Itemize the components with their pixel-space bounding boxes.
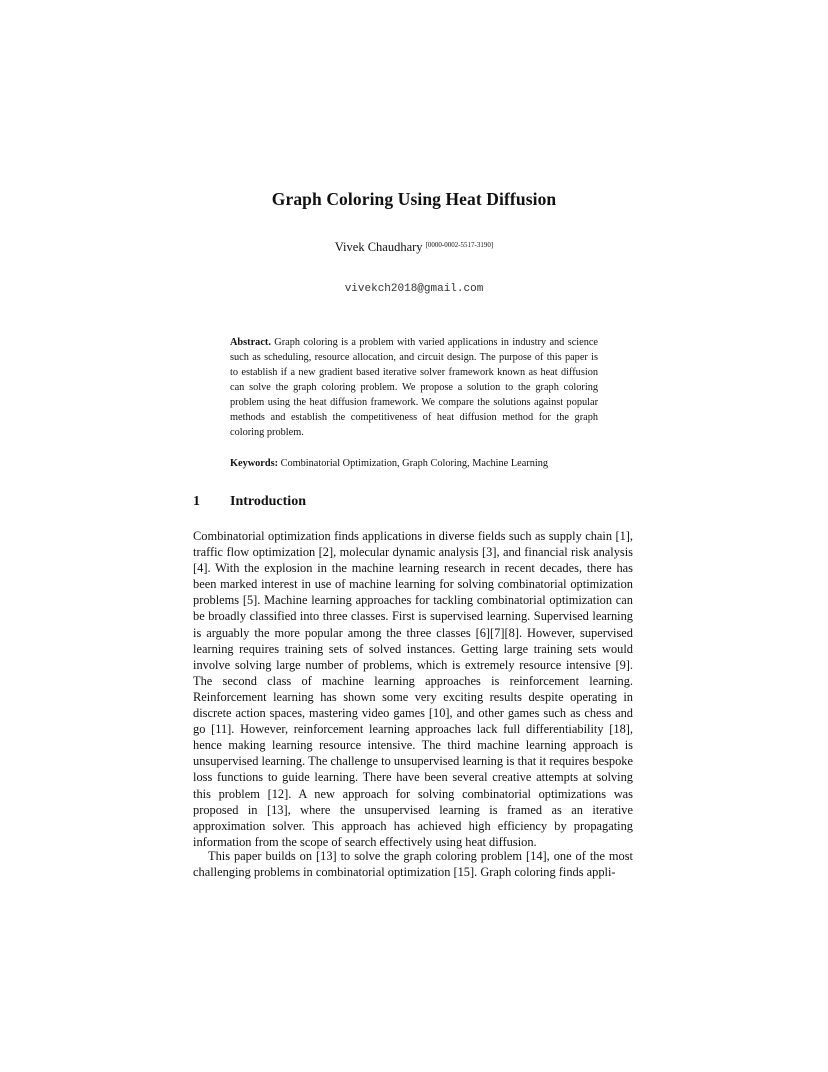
abstract-label: Abstract. <box>230 337 271 348</box>
section-heading <box>193 494 306 510</box>
paper-title: Graph Coloring Using Heat Diffusion <box>271 189 557 209</box>
abstract-text: Graph coloring is a problem with varied applications in industry and science such as scheduling, resource allocation, and circuit design. The purpose of this paper is to establish if a new gradient based iterative solver framework known as heat diffusion can solve the graph coloring problem. We propose a solution to the graph coloring problem using the heat diffusion framework. We compare the solutions against popular methods and establish the competitiveness of heat diffusion method for the graph coloring problem. <box>230 337 598 438</box>
author-email: vivekch2018@gmail.com <box>344 283 484 295</box>
author-name: Vivek Chaudhary <box>334 240 423 254</box>
keywords-text: Combinatorial Optimization, Graph Coloring, Machine Learning <box>280 458 548 469</box>
keywords-label: Keywords: <box>230 458 279 469</box>
keywords <box>230 456 598 471</box>
author-line <box>0 240 828 255</box>
author-orcid: [0000-0002-5517-3190] <box>425 241 494 249</box>
body-paragraph: This paper builds on [13] to solve the graph coloring problem [14], one of the most challenging problems in combinatorial optimization [15]. Graph coloring finds appli- <box>193 849 633 880</box>
section-number: 1 <box>193 494 200 509</box>
section-title: Introduction <box>230 494 306 509</box>
abstract <box>230 335 598 440</box>
body-paragraph: Combinatorial optimization finds applications in diverse fields such as supply chain [1], traffic flow optimization [2], molecular dynamic analysis [3], and financial risk analysis [4]. With the explosion in the machine learning research in recent decades, there has been marked interest in use of machine learning for solving combinatorial optimization problems [5]. Machine learning approaches for tackling combinatorial optimization can be broadly classified into three classes. First is supervised learning. Supervised learning is arguably the more popular among the three classes [6][7][8]. However, supervised learning requires training sets of solved instances. Getting large training sets would involve solving large number of problems, which is extremely resource intensive [9]. The second class of machine learning approaches is reinforcement learning. Reinforcement learning has shown some very exciting results despite operating in discrete action spaces, mastering video games [10], and other games such as chess and go [11]. However, reinforcement learning approaches lack full differentiability [18], hence making learning resource intensive. The third machine learning approach is unsupervised learning. The challenge to unsupervised learning is that it requires bespoke loss functions to guide learning. There have been several creative attempts at solving this problem [12]. A new approach for solving combinatorial optimizations was proposed in [13], where the unsupervised learning is framed as an iterative approximation solver. This approach has achieved high efficiency by propagating information from the scope of search effectively using heat diffusion. <box>193 529 633 849</box>
